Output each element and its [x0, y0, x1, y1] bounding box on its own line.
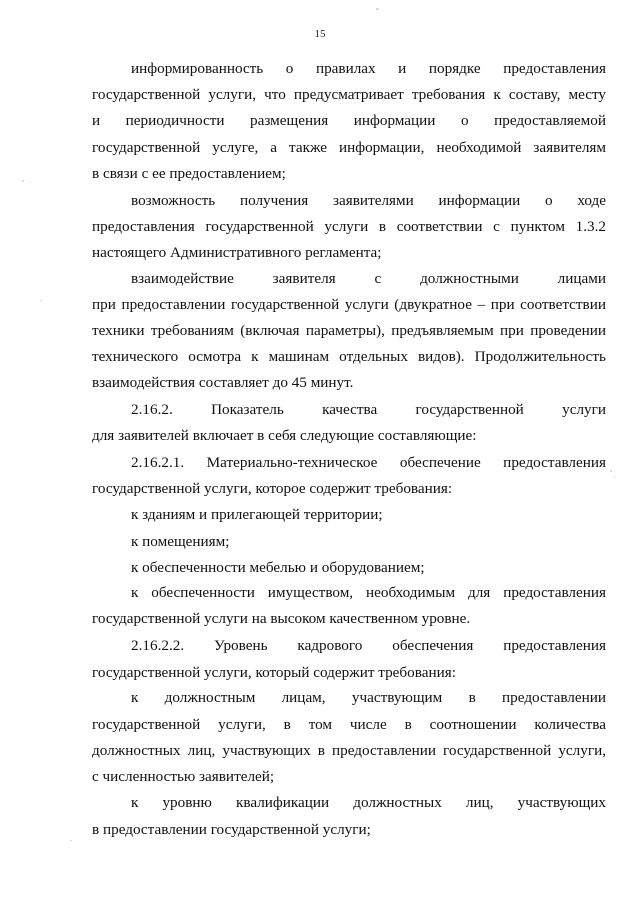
- text-line: 2.16.2. Показатель качества государственной услуги: [131, 401, 606, 418]
- text-line: 2.16.2.2. Уровень кадрового обеспечения предоставления: [131, 637, 606, 654]
- text-line: к уровню квалификации должностных лиц, участвующих: [131, 794, 606, 811]
- text-line: предоставления государственной услуги в соответствии с пунктом 1.3.2: [92, 218, 606, 235]
- scan-speck: [40, 300, 42, 301]
- scan-speck: [610, 470, 612, 472]
- text-line: взаимодействие заявителя с должностными лицами: [131, 270, 606, 287]
- text-line: к помещениям;: [131, 533, 230, 550]
- text-line: 2.16.2.1. Материально-техническое обеспечение предоставления: [131, 454, 606, 471]
- text-line: при предоставлении государственной услуги (двукратное – при соответствии: [92, 296, 606, 313]
- text-line: с численностью заявителей;: [92, 768, 275, 785]
- text-line: взаимодействия составляет до 45 минут.: [92, 374, 354, 391]
- text-line: государственной услуги на высоком качественном уровне.: [92, 610, 471, 627]
- scan-speck: [376, 8, 379, 10]
- text-line: государственной услуги, которое содержит требования:: [92, 480, 453, 497]
- text-line: к должностным лицам, участвующим в предоставлении: [131, 689, 606, 706]
- text-line: для заявителей включает в себя следующие составляющие:: [92, 427, 477, 444]
- text-line: к зданиям и прилегающей территории;: [131, 506, 383, 523]
- text-line: возможность получения заявителями информации о ходе: [131, 192, 606, 209]
- text-line: к обеспеченности мебелью и оборудованием;: [131, 559, 425, 576]
- text-line: должностных лиц, участвующих в предоставлении государственной услуги,: [92, 742, 606, 759]
- text-line: техники требованиям (включая параметры), предъявляемым при проведении: [92, 322, 606, 339]
- text-line: и периодичности размещения информации о предоставляемой: [92, 112, 606, 129]
- scan-speck: [614, 476, 615, 478]
- text-line: государственной услуге, а также информации, необходимой заявителям: [92, 139, 606, 156]
- text-line: информированность о правилах и порядке предоставления: [131, 60, 606, 77]
- text-line: настоящего Административного регламента;: [92, 244, 382, 261]
- text-line: государственной услуги, в том числе в соотношении количества: [92, 716, 606, 733]
- text-line: в связи с ее предоставлением;: [92, 165, 286, 182]
- scan-speck: [22, 180, 24, 182]
- page-number: 15: [314, 28, 326, 40]
- text-line: государственной услуги, что предусматривает требования к составу, месту: [92, 86, 606, 103]
- text-line: к обеспеченности имуществом, необходимым для предоставления: [131, 584, 606, 601]
- scan-speck: [30, 182, 31, 183]
- text-line: в предоставлении государственной услуги;: [92, 821, 371, 838]
- text-line: государственной услуги, который содержит требования:: [92, 664, 456, 681]
- text-line: технического осмотра к машинам отдельных видов). Продолжительность: [92, 348, 606, 365]
- scan-speck: [70, 840, 72, 841]
